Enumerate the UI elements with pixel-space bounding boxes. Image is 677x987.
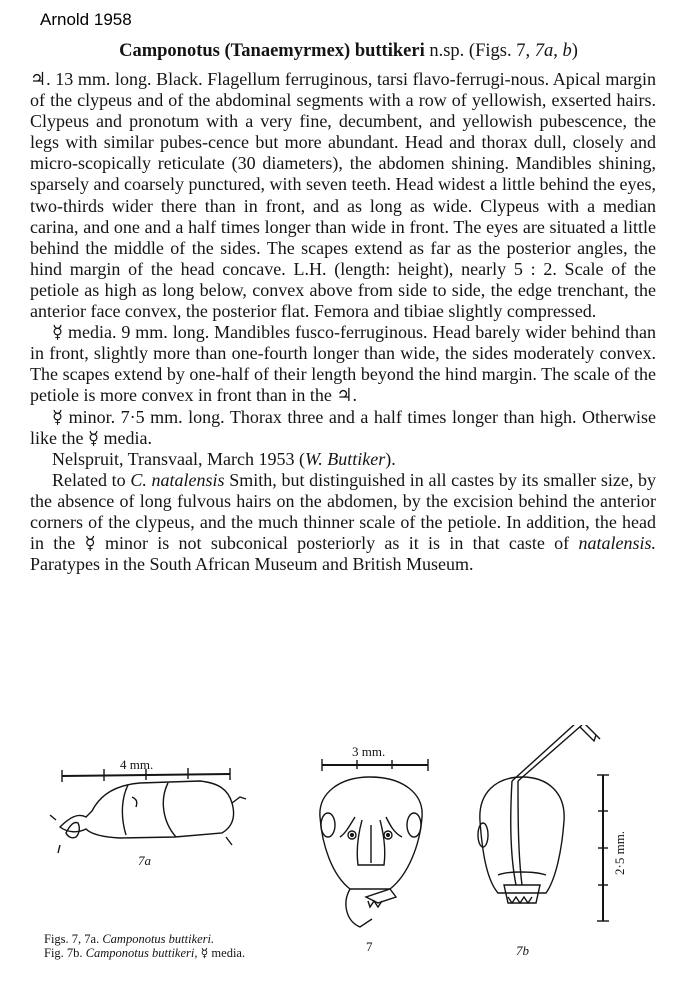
caption-2-species: Camponotus buttikeri, xyxy=(85,946,198,960)
label-7b: 7b xyxy=(516,943,529,958)
minor-description: 7·5 mm. long. Thorax three and a half times longer than high. Otherwise like the xyxy=(30,406,656,448)
locality-text: Nelspruit, Transvaal, March 1953 ( xyxy=(52,448,305,469)
caption-2-prefix: Fig. 7b. xyxy=(44,946,83,960)
caste-ref-female: ♃. xyxy=(336,385,358,406)
figure-caption xyxy=(44,932,245,960)
caption-line-2 xyxy=(44,946,245,960)
fig-7a-ref: 7a xyxy=(534,41,554,61)
species-status: n.sp. xyxy=(429,41,465,61)
species-name: Camponotus (Tanaemyrmex) buttikeri xyxy=(119,41,425,61)
scale-label-7b: 2·5 mm. xyxy=(612,830,627,875)
collector-name: W. Buttiker xyxy=(304,448,386,469)
figure-7a xyxy=(50,757,246,868)
citation-label: Arnold 1958 xyxy=(40,10,132,29)
paragraph-female xyxy=(30,69,656,322)
species-reference: C. natalensis xyxy=(130,469,225,490)
caption-line-1 xyxy=(44,932,245,946)
female-description: 13 mm. long. Black. Flagellum ferruginous, tarsi flavo-ferrugi-nous. Apical margin of the clypeus and of the abdominal segments with a row of yellowish, exserted hairs. Clypeus and pronotum with a very fine, decumbent, and yellowish pubescence, the legs with similar pubes-cence but more abundant. Head and thorax dull, closely and micro-scopically reticulate (30 diameters), the abdomen shining. Mandibles shining, sparsely and coarsely punctured, with seven teeth. Head widest a little behind the eyes, two-thirds wider there than in front, and as long as wide. Clypeus with a median carina, and one and a half times longer than wide in front. The eyes are situated a little behind the middle of the sides. The scapes extend as far as the posterior angles, the hind margin of the head concave. L.H. (length: height), nearly 5 : 2. Scale of the petiole as high as long below, convex above from side to side, the edge trenchant, the anterior face convex, the posterior flat. Femora and tibiae slightly compressed. xyxy=(30,69,657,322)
paragraph-relations xyxy=(30,470,656,575)
media-description: 9 mm. long. Mandibles fusco-ferruginous. Head barely wider behind than in front, slightly more than one-fourth longer than wide, the sides moderately convex. The scapes extend by one-half of their length beyond the hind margin. The scale of the petiole is more convex in front than in the xyxy=(30,322,657,406)
figure-plate xyxy=(0,725,677,960)
caption-1-prefix: Figs. 7, 7a. xyxy=(44,932,100,946)
locality-close: ). xyxy=(385,448,396,469)
relations-text-a: Related to xyxy=(52,469,126,490)
species-reference-2: natalensis. xyxy=(578,533,657,554)
figs-sep: , xyxy=(553,41,563,61)
scale-label-7a: 4 mm. xyxy=(120,757,154,772)
paragraph-worker-minor xyxy=(30,407,656,449)
caste-symbol-minor: ☿ minor. xyxy=(52,406,116,427)
figs-prefix: (Figs. 7, xyxy=(468,41,535,61)
scale-label-7: 3 mm. xyxy=(352,744,386,759)
paragraph-worker-media xyxy=(30,322,656,406)
paragraph-locality xyxy=(30,449,656,470)
description-body xyxy=(30,69,656,575)
relations-text-c: Paratypes in the South African Museum and British Museum. xyxy=(30,554,474,575)
caption-1-species: Camponotus buttikeri. xyxy=(102,932,215,946)
figs-suffix: ) xyxy=(571,41,578,61)
caste-symbol-media: ☿ media. xyxy=(52,322,117,343)
label-7a: 7a xyxy=(138,853,151,868)
species-title xyxy=(40,41,657,62)
caste-symbol-female: ♃. xyxy=(30,69,51,89)
fig-b-ref: b xyxy=(562,41,572,61)
caste-ref-media: ☿ media. xyxy=(87,427,153,448)
figure-7 xyxy=(320,744,428,954)
relations-text-b: Smith, but distinguished in all castes by its smaller size, by the absence of long fulvous hairs on the abdomen, by the excision behind the anterior corners of the clypeus, and the much thinner scale of the petiole. In addition, the head in the ☿ minor is not subconical posteriorly as it is in that caste of xyxy=(30,469,657,554)
figure-7b xyxy=(478,725,627,958)
caption-2-suffix: ☿ media. xyxy=(200,946,246,960)
label-7: 7 xyxy=(366,939,373,954)
